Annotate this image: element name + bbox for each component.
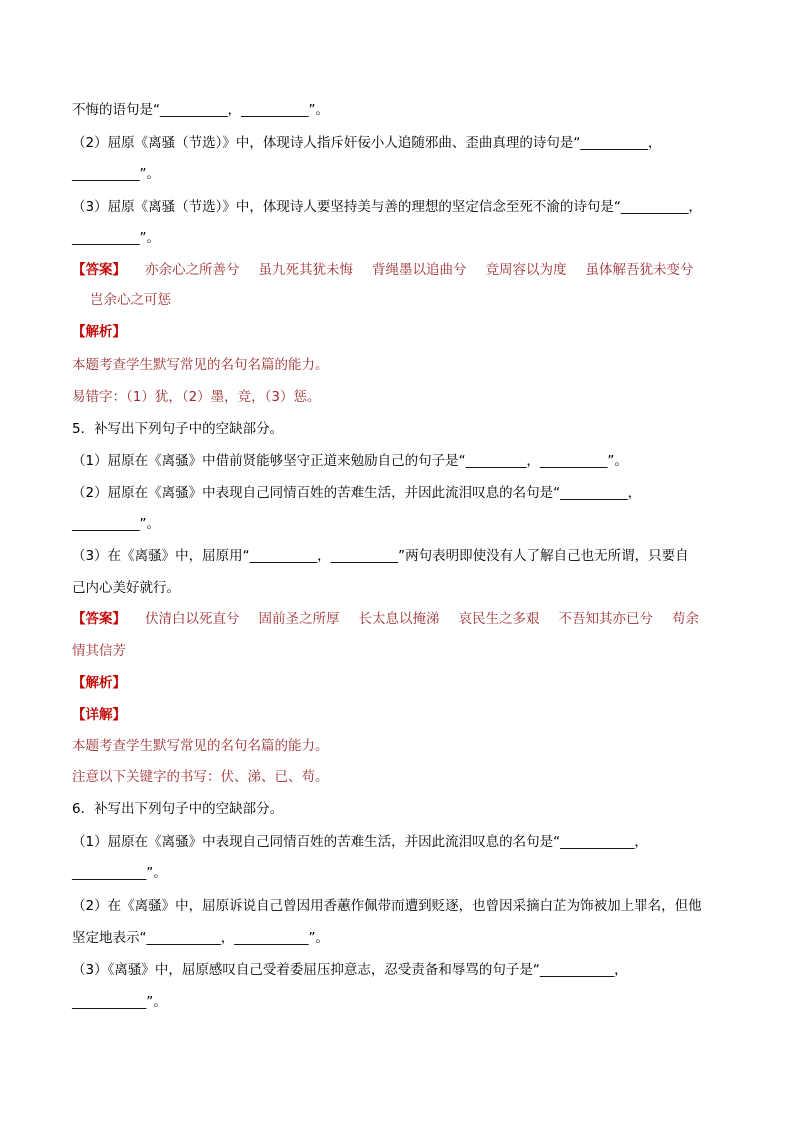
question-line: （2）在《离骚》中，屈原诉说自己曾因用香蕙作佩带而遭到贬逐，也曾因采摘白芷为饰被加上罪名，但他 — [72, 898, 702, 914]
question-line: ___________”。 — [72, 865, 167, 881]
question-line: 己内心美好就行。 — [72, 580, 180, 596]
answer-row — [72, 642, 126, 660]
analysis-row — [72, 323, 126, 341]
analysis-row — [72, 674, 126, 692]
question-line: __________”。 — [72, 516, 160, 532]
analysis-text: 本题考查学生默写常见的名句名篇的能力。 — [72, 357, 329, 373]
answer-label: 【答案】 — [72, 262, 126, 278]
keyword-note: 注意以下关键字的书写：伏、涕、已、苟。 — [72, 769, 329, 785]
question-line: （1）屈原在《离骚》中表现自己同情百姓的苦难生活，并因此流泪叹息的名句是“___________， — [72, 834, 648, 850]
question-heading: 6．补写出下列句子中的空缺部分。 — [72, 801, 284, 817]
analysis-label: 【解析】 — [72, 675, 126, 691]
question-line: 坚定地表示“___________，___________”。 — [72, 930, 329, 946]
answer-item: 苟余 — [672, 611, 699, 627]
answer-item: 背绳墨以追曲兮 — [372, 262, 467, 278]
question-line: （2）屈原在《离骚》中表现自己同情百姓的苦难生活，并因此流泪叹息的名句是“__________， — [72, 485, 642, 501]
analysis-label: 【解析】 — [72, 324, 126, 340]
detail-label: 【详解】 — [72, 707, 126, 723]
question-line: （3）屈原《离骚（节选）》中，体现诗人要坚持美与善的理想的坚定信念至死不渝的诗句是“__________， — [72, 199, 702, 215]
answer-item: 长太息以掩涕 — [358, 611, 440, 627]
question-line: （3）《离骚》中，屈原感叹自己受着委屈压抑意志，忍受责备和辱骂的句子是“___________， — [72, 962, 628, 978]
answer-item: 亦余心之所善兮 — [145, 262, 240, 278]
answer-row — [72, 291, 171, 309]
answer-item: 岂余心之可惩 — [90, 292, 171, 308]
answer-item: 情其信芳 — [72, 643, 126, 659]
question-line: ___________”。 — [72, 994, 167, 1010]
question-line: （1）屈原在《离骚》中借前贤能够坚守正道来勉励自己的句子是“_________，__________”。 — [72, 453, 628, 469]
question-line: __________”。 — [72, 230, 160, 246]
answer-row — [72, 261, 694, 279]
answer-item: 竞周容以为度 — [485, 262, 567, 278]
question-line: __________”。 — [72, 166, 160, 182]
answer-row — [72, 610, 699, 628]
question-line: 不悔的语句是“__________，__________”。 — [72, 102, 329, 118]
analysis-text: 本题考查学生默写常见的名句名篇的能力。 — [72, 738, 329, 754]
answer-item: 哀民生之多艰 — [458, 611, 540, 627]
question-heading: 5．补写出下列句子中的空缺部分。 — [72, 421, 284, 437]
answer-item: 伏清白以死直兮 — [145, 611, 240, 627]
answer-item: 虽九死其犹未悔 — [258, 262, 353, 278]
answer-label: 【答案】 — [72, 611, 126, 627]
answer-item: 不吾知其亦已兮 — [558, 611, 653, 627]
question-line: （3）在《离骚》中，屈原用“__________，__________”两句表明即使没有人了解自己也无所谓，只要自 — [72, 548, 689, 564]
answer-item: 固前圣之所厚 — [258, 611, 340, 627]
error-prone-note: 易错字：（1）犹，（2）墨，竞，（3）惩。 — [72, 389, 321, 405]
answer-item: 虽体解吾犹未变兮 — [585, 262, 694, 278]
detail-row — [72, 706, 126, 724]
question-line: （2）屈原《离骚（节选）》中，体现诗人指斥奸佞小人追随邪曲、歪曲真理的诗句是“__________， — [72, 135, 662, 151]
